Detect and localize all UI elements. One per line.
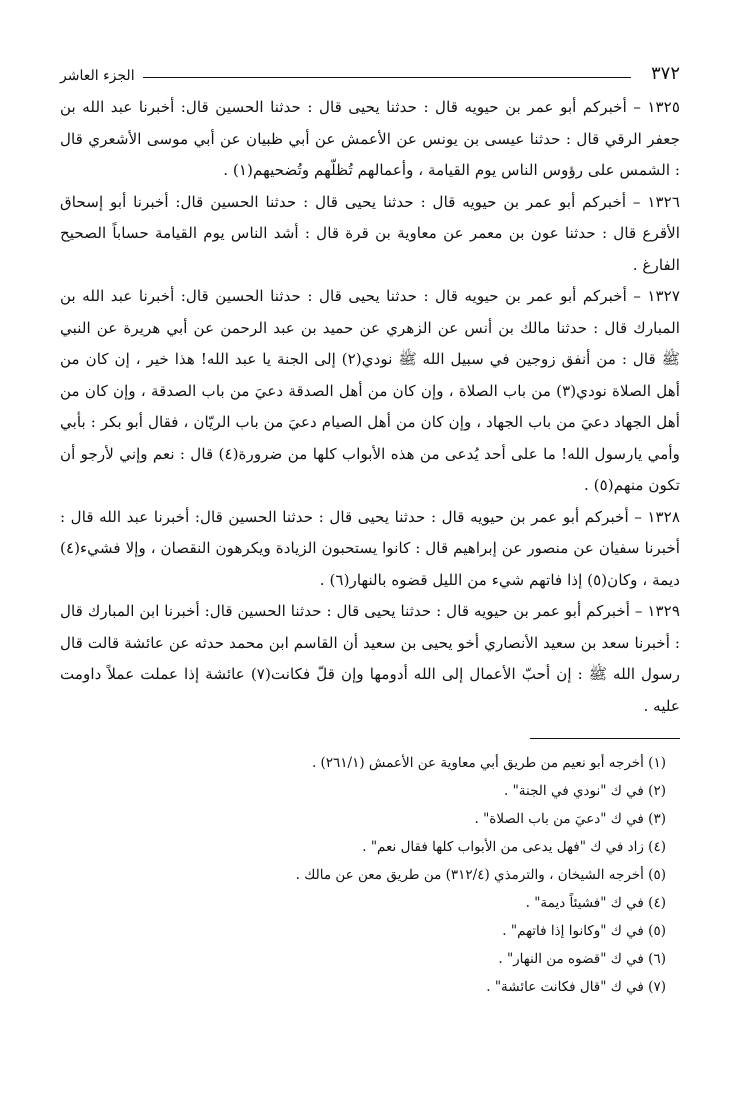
footnote: (٦) في ك "قضوه من النهار" . — [498, 951, 666, 967]
footnote: (٤) في ك "فشيئاً ديمة" . — [525, 895, 666, 911]
hadith-paragraph: ١٣٢٧ – أخبركم أبو عمر بن حيويه قال : حدثنا يحيى قال : حدثنا الحسين قال: أخبرنا عبد الله بن المبارك قال : حدثنا مالك بن أنس عن الزهري عن حميد بن عبد الرحمن عن أبي هريرة عن النبي ﷺ قال : من أنفق زوجين في سبيل الله ﷺ نودي(٢) إلى الجنة يا عبد الله! هذا خير ، إن كان من أهل الصلاة نودي(٣) من باب الصلاة ، وإن كان من أهل الصدقة دعيَ من باب الصدقة ، وإن كان من أهل الجهاد دعيَ من باب الجهاد ، وإن كان من أهل الصيام دعيَ من باب الريّان ، فقال أبو بكر : بأبي وأمي يارسول الله! ما على أحد يُدعى من هذه الأبواب كلها من ضرورة(٤) قال : نعم وإني لأرجو أن تكون منهم(٥) . — [60, 287, 680, 494]
footnote: (٧) في ك "قال فكانت عائشة" . — [486, 979, 666, 995]
running-title: الجزء العاشر — [60, 68, 135, 84]
page-number: ٣٧٢ — [650, 63, 680, 84]
hadith-paragraph: ١٣٢٨ – أخبركم أبو عمر بن حيويه قال : حدثنا يحيى قال : حدثنا الحسين قال: أخبرنا عبد الله قال : أخبرنا سفيان عن منصور عن إبراهيم قال : كانوا يستحبون الزيادة ويكرهون النقصان ، وإلا فشيء(٤) ديمة ، وكان(٥) إذا فاتهم شيء من الليل قضوه بالنهار(٦) . — [60, 507, 680, 589]
book-page — [60, 58, 680, 1078]
hadith-paragraph: ١٣٢٩ – أخبركم أبو عمر بن حيويه قال : حدثنا يحيى قال : حدثنا الحسين قال: أخبرنا ابن المبارك قال : أخبرنا سعد بن سعيد الأنصاري أخو يحيى بن سعيد أن القاسم ابن محمد حدثه عن عائشة قالت قال رسول الله ﷺ : إن أحبّ الأعمال إلى الله أدومها وإن قلّ فكانت(٧) عائشة إذا عملت عملاً داومت عليه . — [60, 602, 680, 715]
footnote: (١) أخرجه أبو نعيم من طريق أبي معاوية عن الأعمش (٢٦١/١) . — [311, 755, 666, 771]
main-text — [60, 92, 680, 722]
hadith-paragraph: ١٣٢٥ – أخبركم أبو عمر بن حيويه قال : حدثنا يحيى قال : حدثنا الحسين قال: أخبرنا عبد الله بن جعفر الرقي قال : حدثنا عيسى بن يونس عن الأعمش عن أبي ظبيان عن أبي موسى الأشعري قال : الشمس على رؤوس الناس يوم القيامة ، وأعمالهم تُظلّهم وتُضحيهم(١) . — [60, 98, 680, 179]
footnote: (٥) أخرجه الشيخان ، والترمذي (٣١٢/٤) من طريق معن عن مالك . — [295, 867, 666, 883]
header-rule — [143, 77, 631, 78]
footnote: (٤) زاد في ك "فهل يدعى من الأبواب كلها فقال نعم" . — [362, 839, 666, 855]
running-header — [60, 58, 680, 84]
footnote: (٢) في ك "نودي في الجنة" . — [503, 783, 666, 799]
footnote: (٣) في ك "دعيَ من باب الصلاة" . — [474, 811, 666, 827]
hadith-paragraph: ١٣٢٦ – أخبركم أبو عمر بن حيويه قال : حدثنا يحيى قال : حدثنا الحسين قال: أخبرنا أبو إسحاق الأقرع قال : حدثنا عون بن معمر عن معاوية بن قرة قال : أشد الناس يوم القيامة حساباً الصحيح الفارغ . — [60, 192, 680, 274]
footnote-separator — [530, 738, 680, 739]
footnote: (٥) في ك "وكانوا إذا فاتهم" . — [502, 923, 666, 939]
footnotes — [60, 749, 666, 1001]
